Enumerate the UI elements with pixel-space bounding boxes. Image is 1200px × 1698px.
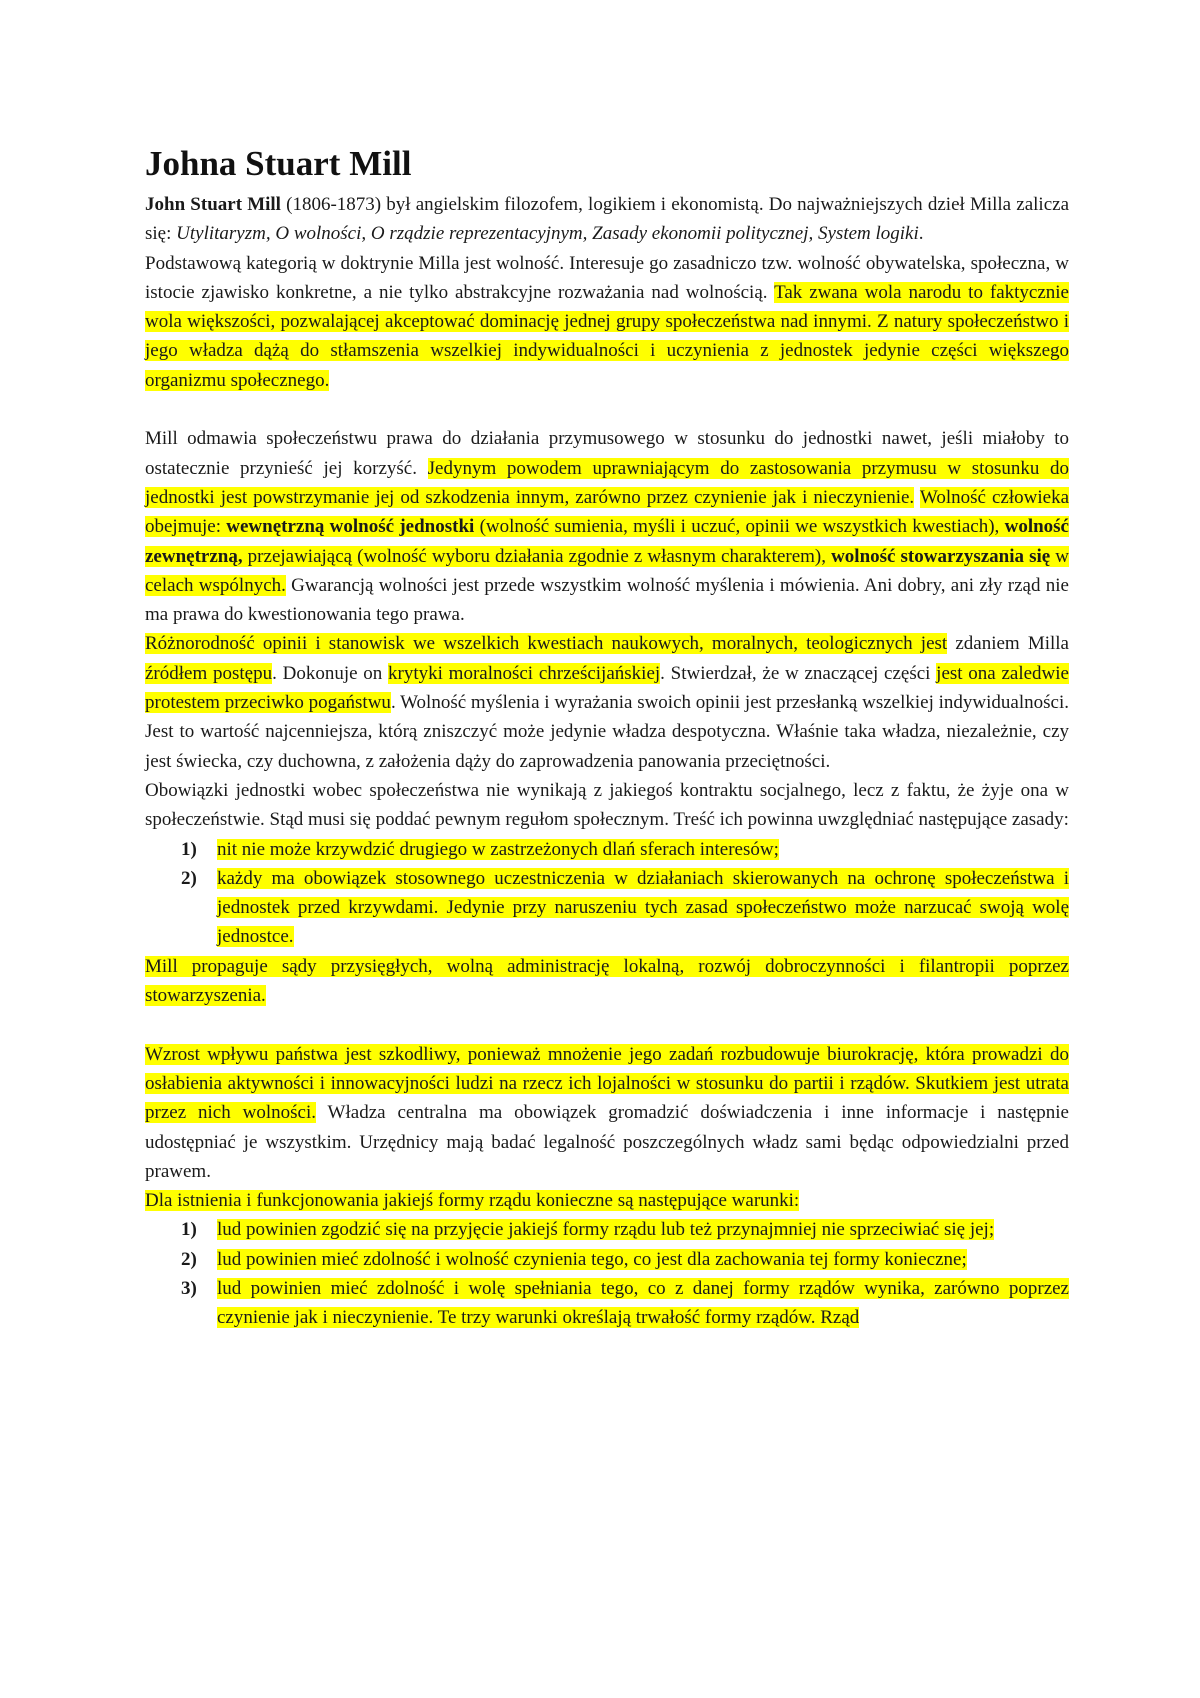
diversity-paragraph: Różnorodność opinii i stanowisk we wszelkich kwestiach naukowych, moralnych, teologicznych jest zdaniem Milla źródłem postępu. Dokonuje on krytyki moralności chrześcijańskiej. Stwierdzał, że w znaczącej części jest ona zaledwie protestem przeciwko pogaństwu. Wolność myślenia i wyrażania swoich opinii jest przesłanką wszelkiej indywidualności. Jest to wartość najcenniejsza, którą zniszczyć może jedynie władza despotyczna. Właśnie taka władza, niezależnie, czy jest świecka, czy duchowna, z założenia dąży do zaprowadzenia panowania przeciętności.	[145, 633, 1069, 772]
page-title: Johna Stuart Mill	[145, 144, 412, 183]
highlighted-text: przejawiającą (wolność wyboru działania zgodnie z własnym charakterem),	[242, 545, 832, 567]
list-item: 3) lud powinien mieć zdolność i wolę spełniania tego, co z danej formy rządów wynika, zarówno poprzez czynienie jak i nieczynienie. Te trzy warunki określają trwałość formy rządów. Rząd	[145, 1274, 1069, 1333]
document-body	[145, 142, 1069, 1333]
rules-list	[145, 835, 1069, 952]
list-item: 1) nit nie może krzywdzić drugiego w zastrzeżonych dlań sferach interesów;	[145, 835, 1069, 864]
blank-line	[145, 1010, 1069, 1039]
highlighted-text: Wzrost wpływu państwa jest szkodliwy, ponieważ mnożenie jego zadań rozbudowuje biurokrację, która prowadzi do osłabienia aktywności i innowacyjności ludzi na rzecz ich lojalności w stosunku do partii i rządów. Skutkiem jest utrata przez nich wolności.	[145, 1043, 1069, 1124]
list-marker: 2)	[181, 867, 197, 889]
intro-paragraph: John Stuart Mill (1806-1873) był angielskim filozofem, logikiem i ekonomistą. Do najważniejszych dzieł Milla zalicza się: Utylitaryzm, O wolności, O rządzie reprezentacyjnym, Zasady ekonomii politycznej, System logiki.	[145, 194, 1070, 245]
highlighted-text: Różnorodność opinii i stanowisk we wszelkich kwestiach naukowych, moralnych, teologicznych jest	[145, 633, 948, 655]
author-name: John Stuart Mill	[145, 194, 281, 215]
list-marker: 2)	[181, 1248, 197, 1270]
list-marker: 1)	[181, 838, 197, 860]
highlighted-text: krytyki moralności chrześcijańskiej	[388, 662, 661, 684]
highlighted-text: jest ona zaledwie protestem przeciwko pogaństwu	[145, 662, 1069, 714]
propagation-paragraph	[145, 952, 1069, 1011]
highlighted-text: Jedynym powodem uprawniającym do zastosowania przymusu w stosunku do jednostki jest powstrzymanie jej od szkodzenia innym, zarówno przez czynienie jak i nieczynienie.	[145, 457, 1069, 508]
highlighted-text: Dla istnienia i funkcjonowania jakiejś formy rządu konieczne są następujące warunki:	[145, 1190, 800, 1212]
list-item: 2) lud powinien mieć zdolność i wolność czynienia tego, co jest dla zachowania tej formy konieczne;	[145, 1245, 1069, 1274]
works-list: Utylitaryzm, O wolności, O rządzie reprezentacyjnym, Zasady ekonomii politycznej, System logiki	[176, 223, 919, 245]
highlighted-text: Wolność człowieka obejmuje:	[145, 486, 1069, 538]
highlighted-text: (wolność sumienia, myśli i uczuć, opinii we wszystkich kwestiach),	[474, 516, 1005, 538]
highlighted-text: Tak zwana wola narodu to faktycznie wola większości, pozwalającej akceptować dominację jednej grupy społeczeństwa nad innymi. Z natury społeczeństwo i jego władza dążą do stłamszenia wszelkiej indywidualności i uczynienia z jednostek jedynie części większego organizmu społecznego.	[145, 281, 1069, 391]
highlighted-text: w celach wspólnych.	[145, 545, 1069, 596]
blank-line	[145, 395, 1069, 424]
coercion-paragraph: Mill odmawia społeczeństwu prawa do działania przymusowego w stosunku do jednostki nawet, jeśli miałoby to ostatecznie przynieść jej korzyść. Jedynym powodem uprawniającym do zastosowania przymusu w stosunku do jednostki jest powstrzymanie jej od szkodzenia innym, zarówno przez czynienie jak i nieczynienie. Wolność człowieka obejmuje: wewnętrzną wolność jednostki (wolność sumienia, myśli i uczuć, opinii we wszystkich kwestiach), wolność zewnętrzną, przejawiającą (wolność wyboru działania zgodnie z własnym charakterem), wolność stowarzyszania się w celach wspólnych. Gwarancją wolności jest przede wszystkim wolność myślenia i mówienia. Ani dobry, ani zły rząd nie ma prawa do kwestionowania tego prawa.	[145, 428, 1069, 626]
list-item: 2) każdy ma obowiązek stosownego uczestniczenia w działaniach skierowanych na ochronę społeczeństwa i jednostek przed krzywdami. Jedynie przy naruszeniu tych zasad społeczeństwo może narzucać swoją wolę jednostce.	[145, 864, 1069, 952]
conditions-list	[145, 1215, 1069, 1332]
freedom-paragraph: Podstawową kategorią w doktrynie Milla jest wolność. Interesuje go zasadniczo tzw. wolność obywatelska, społeczna, w istocie zjawisko konkretne, a nie tylko abstrakcyjne rozważania nad wolnością. Tak zwana wola narodu to faktycznie wola większości, pozwalającej akceptować dominację jednej grupy społeczeństwa nad innymi. Z natury społeczeństwo i jego władza dążą do stłamszenia wszelkiej indywidualności i uczynienia z jednostek jedynie części większego organizmu społecznego.	[145, 252, 1069, 391]
list-item: 1) lud powinien zgodzić się na przyjęcie jakiejś formy rządu lub też przynajmniej nie sprzeciwiać się jej;	[145, 1215, 1069, 1244]
duties-paragraph: Obowiązki jednostki wobec społeczeństwa nie wynikają z jakiegoś kontraktu socjalnego, lecz z faktu, że żyje ona w społeczeństwie. Stąd musi się poddać pewnym regułom społecznym. Treść ich powinna uwzględniać następujące zasady:	[145, 779, 1069, 831]
highlighted-bold-text: wolność zewnętrzną,	[145, 516, 1069, 567]
conditions-paragraph	[145, 1186, 1069, 1215]
highlighted-bold-text: wolność stowarzyszania się	[831, 545, 1051, 567]
highlighted-bold-text: wewnętrzną wolność jednostki	[226, 516, 475, 538]
list-marker: 1)	[181, 1219, 197, 1241]
highlighted-text: źródłem postępu	[145, 662, 273, 684]
state-paragraph: Wzrost wpływu państwa jest szkodliwy, ponieważ mnożenie jego zadań rozbudowuje biurokrację, która prowadzi do osłabienia aktywności i innowacyjności ludzi na rzecz ich lojalności w stosunku do partii i rządów. Skutkiem jest utrata przez nich wolności. Władza centralna ma obowiązek gromadzić doświadczenia i inne informacje i następnie udostępniać je wszystkim. Urzędnicy mają badać legalność poszczególnych władz sami będąc odpowiedzialni przed prawem.	[145, 1043, 1069, 1182]
list-marker: 3)	[181, 1277, 197, 1299]
highlighted-text: Mill propaguje sądy przysięgłych, wolną administrację lokalną, rozwój dobroczynności i filantropii poprzez stowarzyszenia.	[145, 955, 1069, 1007]
